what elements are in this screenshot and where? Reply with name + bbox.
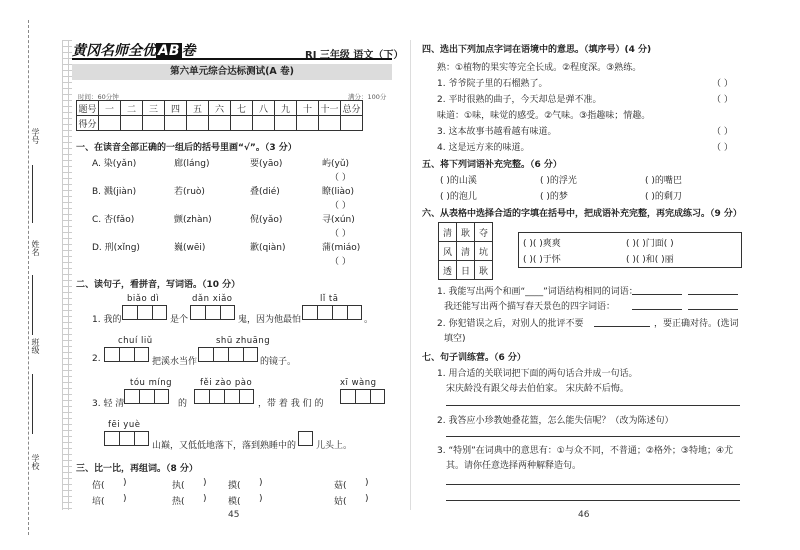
- answer-line[interactable]: [632, 309, 682, 310]
- full-score: 满分：100分: [348, 93, 387, 101]
- sidebar-line: [32, 165, 33, 223]
- idiom-fill[interactable]: ( )( )和( )丽: [626, 255, 674, 265]
- score-header-cell: 七: [231, 101, 253, 116]
- q3-char: 执(: [172, 481, 185, 491]
- score-input-cell[interactable]: [297, 116, 319, 131]
- answer-boxes[interactable]: [190, 305, 235, 320]
- score-header-cell: 总分: [341, 101, 363, 116]
- q4-item: 1. 爷爷院子里的石榴熟了。: [437, 79, 548, 89]
- q7-title: 七、句子训练营。（6 分）: [422, 353, 526, 363]
- q7-item: 其。请你任意选择两种解释造句。: [446, 461, 582, 471]
- q3-char: 姑(: [334, 497, 347, 507]
- sentence-text: 1. 我的: [92, 315, 122, 325]
- sidebar-line: [32, 374, 33, 434]
- answer-boxes[interactable]: [104, 431, 149, 446]
- q3-bracket[interactable]: ): [123, 478, 127, 488]
- idiom-fill[interactable]: ( )( )于怀: [523, 255, 561, 265]
- q3-bracket[interactable]: ): [123, 494, 127, 504]
- q1-option: 要(yāo): [250, 159, 283, 169]
- answer-boxes[interactable]: [124, 389, 169, 404]
- score-header-cell: 四: [165, 101, 187, 116]
- q5-title: 五、将下列词语补充完整。（6 分）: [422, 160, 562, 170]
- q3-char: 培(: [92, 497, 105, 507]
- q6-exercise: 我还能写出两个描写春天景色的四字词语：: [444, 302, 616, 312]
- answer-boxes[interactable]: [198, 347, 258, 362]
- score-input-cell[interactable]: [165, 116, 187, 131]
- brand-logo: 黄冈名师全优 AB 卷: [72, 43, 196, 59]
- pinyin: fěi zào pào: [200, 378, 253, 388]
- answer-line[interactable]: [632, 294, 682, 295]
- q5-phrase[interactable]: ( )的梦: [540, 192, 568, 202]
- q1-option: 屿(yǔ): [322, 159, 350, 169]
- idiom-fill[interactable]: ( )( )爽爽: [523, 239, 561, 249]
- q1-option: 倪(yǎo): [250, 215, 283, 225]
- score-label-cell: 得分: [77, 116, 99, 131]
- answer-bracket[interactable]: （ ）: [330, 173, 351, 183]
- sentence-text: 山巅，又低低地落下，落到熟睡中的: [152, 441, 297, 451]
- score-header-cell: 五: [187, 101, 209, 116]
- score-input-cell[interactable]: [209, 116, 231, 131]
- q1-option: 寻(xún): [322, 215, 355, 225]
- q1-option: C. 杏(fǎo): [92, 215, 135, 225]
- q6-exercise: 1. 我能写出两个和画“____”词语结构相同的词语：: [437, 287, 638, 297]
- answer-bracket[interactable]: （ ）: [330, 257, 351, 267]
- answer-boxes[interactable]: [298, 431, 313, 446]
- answer-bracket[interactable]: （ ）: [712, 79, 733, 89]
- q1-title: 一、在读音全部正确的一组后的括号里画“√”。（3 分）: [76, 143, 297, 153]
- answer-bracket[interactable]: （ ）: [712, 95, 733, 105]
- q3-char: 菇(: [334, 481, 347, 491]
- q1-option: 瞭(liào): [322, 187, 355, 197]
- page-number-left: 45: [228, 510, 240, 520]
- q6-title: 六、从表格中选择合适的字填在括号中，把成语补充完整，再完成练习。（9 分）: [422, 209, 742, 219]
- score-header-cell: 二: [121, 101, 143, 116]
- q6-exercise: 填空): [444, 334, 466, 344]
- pinyin: tóu míng: [130, 378, 173, 388]
- answer-line[interactable]: [446, 484, 740, 485]
- q5-phrase[interactable]: ( )的浮光: [540, 176, 577, 186]
- score-input-cell[interactable]: [121, 116, 143, 131]
- score-input-cell[interactable]: [143, 116, 165, 131]
- score-header-cell: 十: [297, 101, 319, 116]
- pinyin: lǐ tā: [320, 294, 339, 304]
- q6-exercise: ，要正确对待。(选词: [654, 319, 739, 329]
- pinyin: biǎo dì: [127, 294, 160, 304]
- sidebar-label-school: 学校: [31, 454, 40, 470]
- binding-dashed-line: [28, 20, 29, 535]
- q4-item: 2. 平时很熟的曲子，今天却总是弹不准。: [437, 95, 602, 105]
- character-table: 清 耿 夺 风 清 坑 透 日 耿: [438, 222, 493, 280]
- q1-option: 若(ruò): [174, 187, 205, 197]
- sidebar-label-class: 班级: [31, 338, 40, 354]
- answer-bracket[interactable]: （ ）: [330, 229, 351, 239]
- q2-title: 二、读句子，看拼音，写词语。（10 分）: [76, 280, 241, 290]
- idiom-fill[interactable]: ( )( )门面( ): [626, 239, 674, 249]
- q7-item: 3. “特别”在词典中的意思有：①与众不同，不普通；②格外；③特地；④尤: [437, 446, 734, 456]
- answer-line[interactable]: [594, 326, 650, 327]
- page-divider: [410, 40, 411, 510]
- answer-boxes[interactable]: [104, 347, 149, 362]
- q7-item: 1. 用合适的关联词把下面的两句话合并成一句话。: [437, 369, 638, 379]
- answer-boxes[interactable]: [302, 305, 362, 320]
- q3-bracket[interactable]: ): [259, 494, 263, 504]
- q1-option: D. 刑(xǐng): [92, 243, 140, 253]
- q3-char: 热(: [172, 497, 185, 507]
- sidebar-line: [32, 275, 33, 335]
- answer-bracket[interactable]: （ ）: [712, 127, 733, 137]
- q3-title: 三、比一比，再组词。（8 分）: [76, 464, 198, 474]
- q3-bracket[interactable]: ): [365, 478, 369, 488]
- pinyin: dǎn xiǎo: [192, 294, 233, 304]
- answer-line[interactable]: [688, 309, 738, 310]
- q3-char: 模(: [228, 497, 241, 507]
- score-header-cell: 一: [99, 101, 121, 116]
- q1-option: 歉(qiàn): [250, 243, 286, 253]
- answer-boxes[interactable]: [122, 305, 167, 320]
- q7-item: 2. 我答应小珍教她叠花篮，怎么能失信呢？（改为陈述句）: [437, 416, 674, 426]
- q5-phrase[interactable]: ( )的嘴巴: [645, 176, 682, 186]
- q3-bracket[interactable]: ): [259, 478, 263, 488]
- q1-option: 蒲(miáo): [322, 243, 361, 253]
- score-header-cell: 六: [209, 101, 231, 116]
- q4-item: 3. 这本故事书越看越有味道。: [437, 127, 557, 137]
- sentence-text: 儿头上。: [316, 441, 353, 451]
- answer-line[interactable]: [446, 405, 740, 406]
- q6-exercise: 2. 你犯错误之后，对别人的批评不要: [437, 319, 584, 329]
- sentence-text: 2.: [92, 354, 101, 364]
- test-title-banner: 第六单元综合达标测试(A 卷): [72, 64, 392, 80]
- answer-bracket[interactable]: （ ）: [330, 201, 351, 211]
- answer-line[interactable]: [446, 436, 740, 437]
- q1-option: 颤(zhàn): [174, 215, 212, 225]
- answer-boxes[interactable]: [340, 389, 385, 404]
- sentence-text: 3. 轻 清: [92, 399, 125, 409]
- answer-line[interactable]: [446, 500, 740, 501]
- time-limit: 时间：60分钟: [78, 93, 119, 101]
- q3-char: 倍(: [92, 481, 105, 491]
- score-header-cell: 八: [253, 101, 275, 116]
- q1-option: B. 溅(jiàn): [92, 187, 137, 197]
- page-number-right: 46: [578, 510, 590, 520]
- q7-item: 宋庆龄没有跟父母去伯伯家。 宋庆龄不后悔。: [446, 384, 629, 394]
- q1-option: 叠(dié): [250, 187, 280, 197]
- q4-definition: 熟：①植物的果实等完全长成。②程度深。③熟练。: [437, 63, 642, 73]
- score-input-cell[interactable]: [253, 116, 275, 131]
- q3-bracket[interactable]: ): [365, 494, 369, 504]
- header-rule: [72, 58, 392, 60]
- score-header-cell: 十一: [319, 101, 341, 116]
- score-input-cell[interactable]: [99, 116, 121, 131]
- sentence-text: 的: [178, 399, 188, 409]
- answer-line[interactable]: [688, 294, 738, 295]
- sentence-text: 鬼，因为他最怕: [238, 315, 302, 325]
- answer-bracket[interactable]: （ ）: [712, 143, 733, 153]
- grade-label: RJ 三年级 语文（下）: [305, 50, 404, 61]
- sentence-text: 是个: [170, 315, 189, 325]
- score-header-cell: 题号: [77, 101, 99, 116]
- grid-strip: [62, 40, 72, 510]
- score-input-cell[interactable]: [341, 116, 363, 131]
- q4-definition: 味道：①味，味觉的感受。②气味。③指趣味；情趣。: [437, 111, 651, 121]
- q4-item: 4. 这是远方来的味道。: [437, 143, 530, 153]
- sentence-text: 把溪水当作: [152, 357, 198, 367]
- score-header-cell: 三: [143, 101, 165, 116]
- sentence-text: 。: [364, 315, 374, 325]
- q5-phrase[interactable]: ( )的泡儿: [440, 192, 477, 202]
- pinyin: chuí liǔ: [118, 336, 153, 346]
- score-input-cell[interactable]: [319, 116, 341, 131]
- binding-sidebar: [0, 0, 62, 550]
- sentence-text: ，带 着 我 们 的: [258, 399, 324, 409]
- q5-phrase[interactable]: ( )的剩刀: [645, 192, 682, 202]
- sidebar-label-number: 学号: [31, 128, 40, 144]
- pinyin: fēi yuè: [108, 420, 141, 430]
- q1-option: 廊(láng): [174, 159, 210, 169]
- answer-boxes[interactable]: [194, 389, 254, 404]
- sentence-text: 的镜子。: [260, 357, 297, 367]
- q3-char: 摸(: [228, 481, 241, 491]
- score-table: [76, 100, 363, 131]
- q3-bracket[interactable]: ): [203, 494, 207, 504]
- score-input-cell[interactable]: [231, 116, 253, 131]
- score-input-cell[interactable]: [187, 116, 209, 131]
- q4-title: 四、选出下列加点字词在语境中的意思。（填序号）(4 分): [422, 45, 652, 55]
- pinyin: shū zhuāng: [216, 336, 271, 346]
- q1-option: 巍(wēi): [174, 243, 206, 253]
- score-header-cell: 九: [275, 101, 297, 116]
- q3-bracket[interactable]: ): [203, 478, 207, 488]
- q5-phrase[interactable]: ( )的山溪: [440, 176, 477, 186]
- sidebar-label-name: 姓名: [31, 240, 40, 256]
- score-input-cell[interactable]: [275, 116, 297, 131]
- pinyin: xī wàng: [340, 378, 377, 388]
- q1-option: A. 染(yǎn): [92, 159, 137, 169]
